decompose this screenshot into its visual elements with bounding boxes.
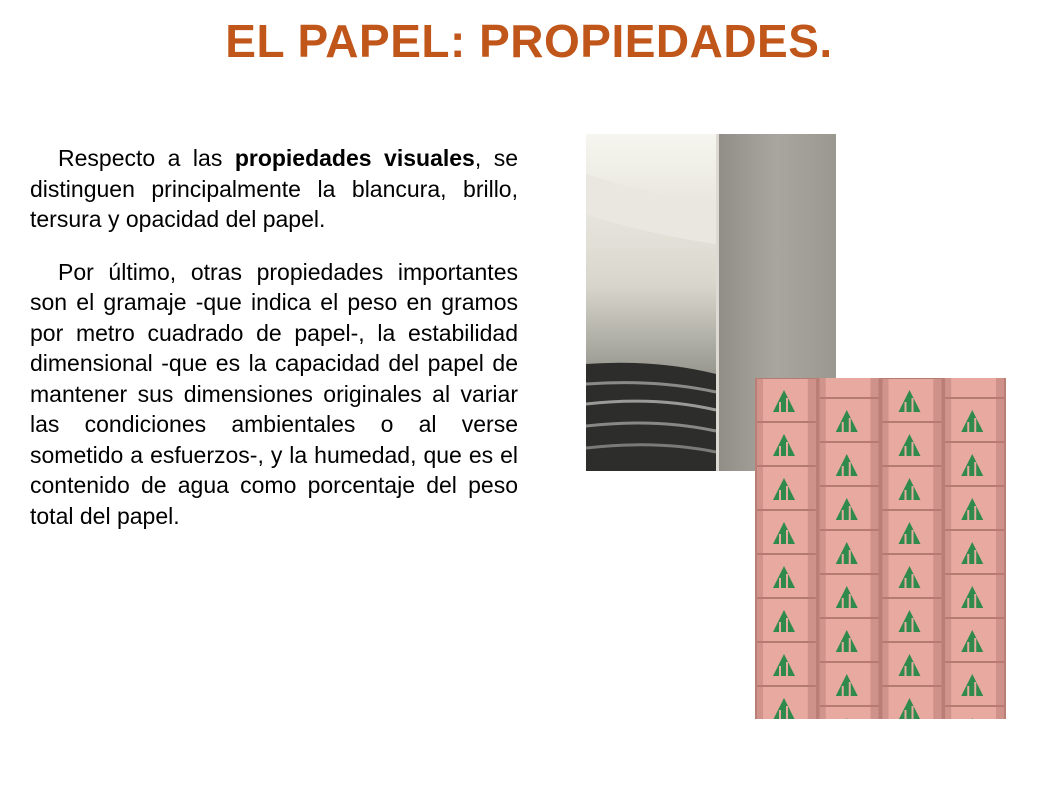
paper-rolls-photo [755, 378, 1006, 719]
paragraph-visual-properties [30, 143, 518, 235]
paragraph1-emphasis: propiedades visuales [234, 145, 475, 171]
slide-title: EL PAPEL: PROPIEDADES. [225, 15, 833, 67]
body-text [30, 143, 518, 531]
paragraph1-intro: Respecto a las [58, 145, 235, 171]
paragraph1-rest: , se distinguen principalmente la blancura, brillo, tersura y opacidad del papel. [30, 145, 519, 232]
paragraph-other-properties: Por último, otras propiedades importantes son el gramaje -que indica el peso en gramos por metro cuadrado de papel-, la estabilidad dimensional -que es la capacidad del papel de mantener sus dimensiones originales al variar las condiciones ambientales o al verse sometido a esfuerzos-, y la humedad, que es el contenido de agua como porcentaje del peso total del papel. [30, 258, 518, 529]
